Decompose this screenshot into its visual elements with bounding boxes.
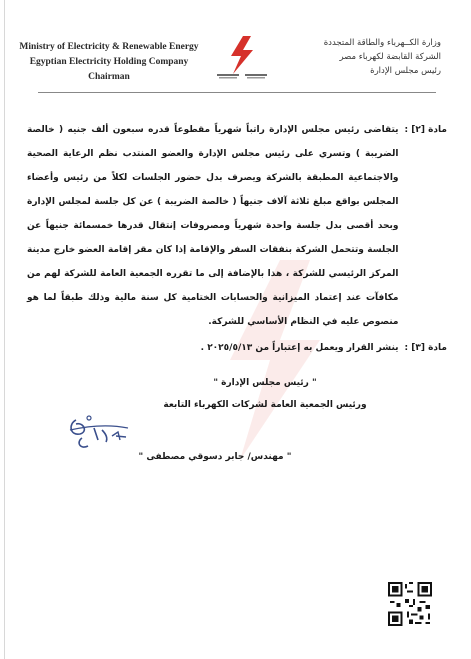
header-arabic	[271, 36, 441, 78]
article-2-text: يتقاضى رئيس مجلس الإدارة راتباً شهرياً مقطوعاً قدره سبعون ألف جنيه ( خالصة الضريبة ) وتسري على رئيس مجلس الإدارة والعضو المنتدب نظم الرعاية الصحية والاجتماعية المطبقة بالشركة ويصرف بدل حضور الجلسات لكلاً من رئيس وأعضاء المجلس بواقع مبلغ ثلاثة آلاف جنيهاً ( خالصة الضريبة ) عن كل جلسة لمجلس الإدارة وبحد أقصى بدل جلسة واحدة شهرياً ومصروفات إنتقال قدرها خمسمائة جنيهاً عن الجلسة وتتحمل الشركة بنفقات السفر والإقامة إذا كان مقر إقامة العضو خارج مدينة المركز الرئيسي للشركة ، هذا بالإضافة إلى ما تقرره الجمعية العامة للشركة لهم من مكافآت عند إعتماد الميزانية والحسابات الختامية كل سنة مالية وذلك طبقاً لما هو منصوص عليه في النظام الأساسي للشركة.	[27, 125, 399, 327]
header-divider	[38, 92, 436, 93]
signature-block	[150, 372, 380, 416]
ministry-name-ar: وزارة الكــهرباء والطاقة المتجددة	[323, 38, 441, 48]
company-name-en: Egyptian Electricity Holding Company	[29, 57, 189, 67]
ministry-name-en: Ministry of Electricity & Renewable Energy	[19, 42, 199, 52]
handwritten-signature	[58, 406, 158, 456]
header-english	[14, 40, 204, 85]
role-en: Chairman	[88, 72, 130, 82]
role-ar: رئيس مجلس الإدارة	[370, 66, 441, 76]
signer-name: " مهندس/ جابر دسوقي مصطفى "	[138, 452, 292, 462]
article-2	[27, 118, 447, 334]
article-2-label: مادة [٢] :	[404, 125, 447, 135]
decision-body	[27, 118, 447, 360]
article-3	[27, 336, 447, 360]
qr-code	[388, 582, 432, 626]
signer-subtitle: ورئيس الجمعية العامة لشركات الكهرباء التابعة	[163, 400, 367, 410]
article-3-label: مادة [٣] :	[404, 343, 447, 353]
signer-title: " رئيس مجلس الإدارة "	[213, 378, 317, 388]
company-logo	[213, 34, 271, 80]
article-3-text: ينشر القرار ويعمل به إعتباراً من ٢٠٢٥/٥/١٣ .	[200, 343, 399, 353]
company-name-ar: الشركة القابضة لكهرباء مصر	[339, 52, 441, 62]
